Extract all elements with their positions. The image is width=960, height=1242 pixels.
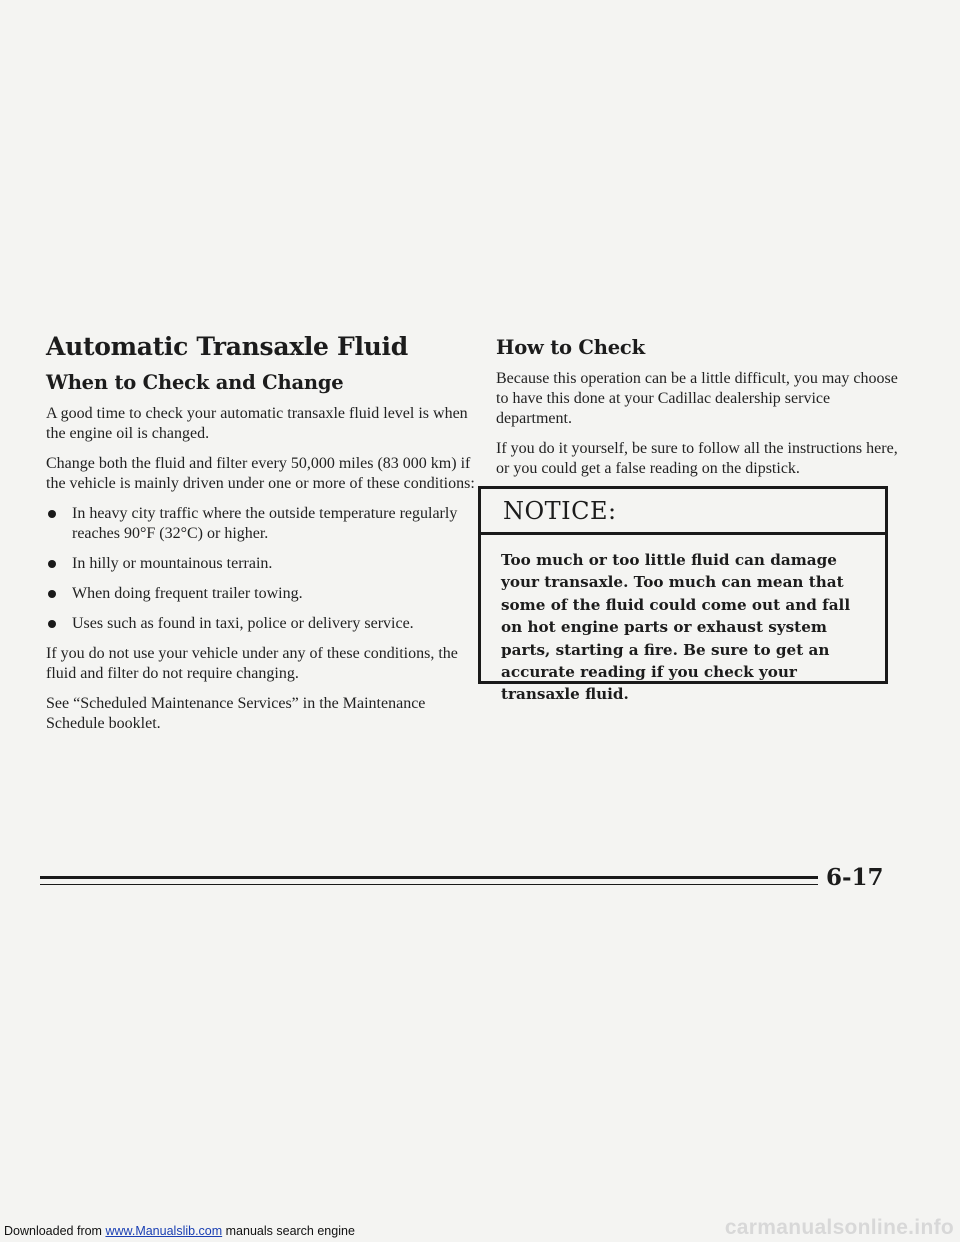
list-item [46,614,478,634]
bullet-icon [48,510,56,518]
paragraph: If you do not use your vehicle under any of these conditions, the fluid and filter do not require changing. [46,645,458,682]
list-item-text: When doing frequent trailer towing. [72,585,303,602]
manualslib-link[interactable]: www.Manualslib.com [105,1224,223,1238]
list-item [46,584,478,604]
paragraph: Because this operation can be a little difficult, you may choose to have this done at your Cadillac dealership service department. [496,370,898,427]
page-number: 6-17 [826,864,884,891]
paragraph: See “Scheduled Maintenance Services” in the Maintenance Schedule booklet. [46,695,426,732]
list-item [46,504,478,544]
bullet-icon [48,560,56,568]
footer-rule [40,876,818,879]
paragraph: If you do it yourself, be sure to follow all the instructions here, or you could get a false reading on the dipstick. [496,440,898,477]
conditions-list [46,504,478,634]
list-item-text: In heavy city traffic where the outside temperature regularly reaches 90°F (32°C) or higher. [72,505,458,542]
right-column [496,336,906,489]
bullet-icon [48,620,56,628]
notice-header [481,489,885,535]
list-item [46,554,478,574]
subsection-title: How to Check [496,336,645,359]
section-title: Automatic Transaxle Fluid [46,332,408,361]
bullet-icon [48,590,56,598]
paragraph: Change both the fluid and filter every 50,000 miles (83 000 km) if the vehicle is mainly driven under one or more of these conditions: [46,455,475,492]
paragraph: A good time to check your automatic transaxle fluid level is when the engine oil is changed. [46,405,468,442]
subsection-title: When to Check and Change [46,371,344,394]
footer-prefix: Downloaded from [4,1224,106,1238]
left-column [46,332,478,744]
notice-box [478,486,888,704]
list-item-text: Uses such as found in taxi, police or delivery service. [72,615,414,632]
notice-text: Too much or too little fluid can damage your transaxle. Too much can mean that some of the fluid could come out and fall on hot engine parts or exhaust system parts, starting a fire. Be sure to get an accurate reading if you check your transaxle fluid. [501,551,851,704]
download-footer [4,1224,355,1238]
notice-heading: NOTICE: [503,496,617,525]
footer-rule-thin [40,884,818,885]
watermark: carmanualsonline.info [724,1216,954,1239]
footer-suffix: manuals search engine [222,1224,355,1238]
list-item-text: In hilly or mountainous terrain. [72,555,273,572]
